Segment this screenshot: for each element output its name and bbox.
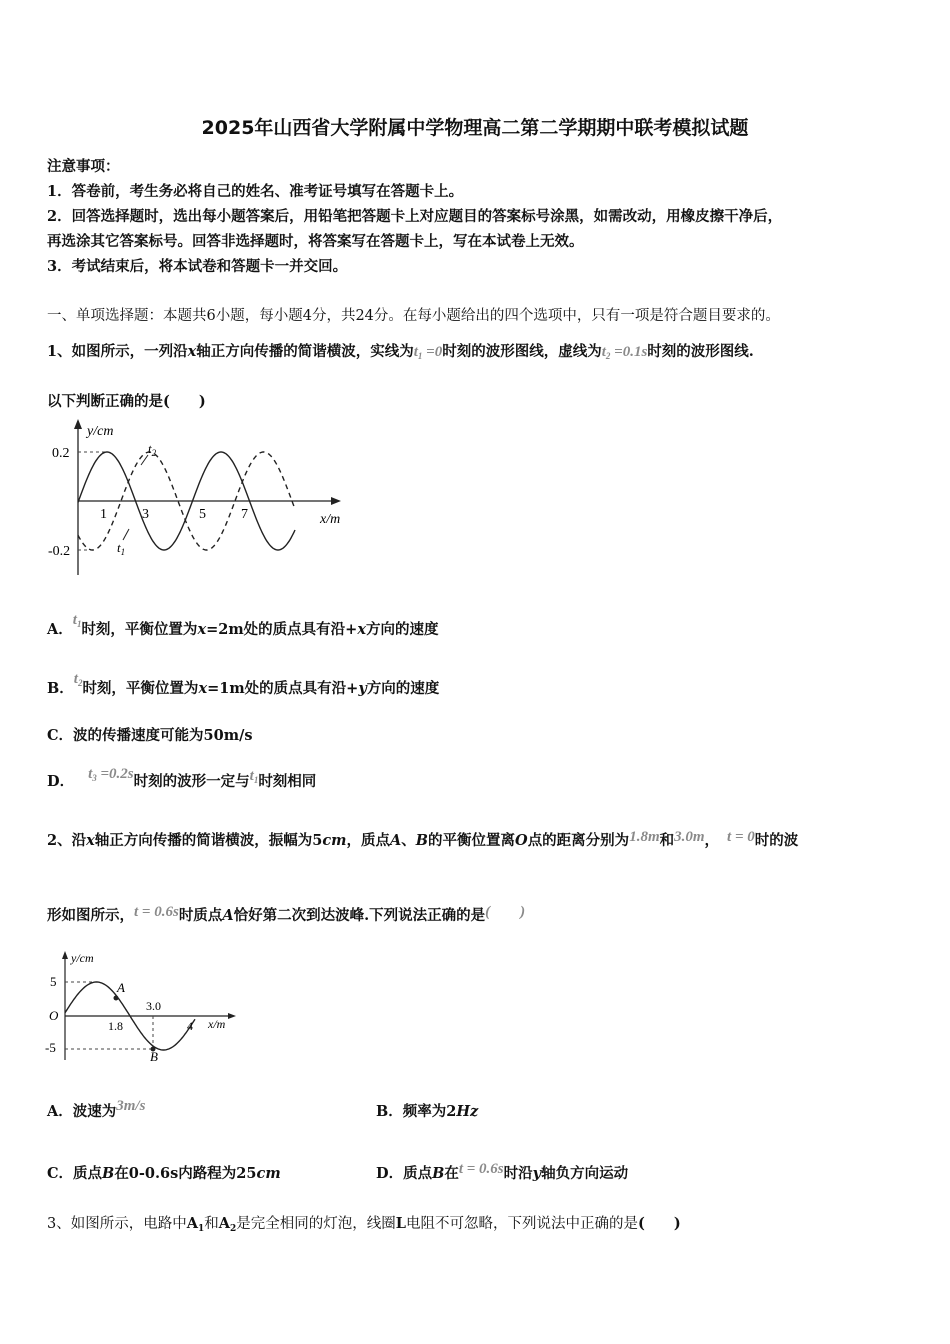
q1-math-t2: $t_2 =0.1s$ [601, 344, 648, 361]
q2-y-arrow [62, 951, 68, 959]
q2-optD-math: t = 0.6s [458, 1161, 504, 1177]
q1-option-c[interactable]: C．波的传播速度可能为50m/s [47, 727, 253, 744]
page-title: 2025年山西省大学附属中学物理高二第二学期期中联考模拟试题 [201, 117, 749, 139]
q1-optD-math2: $t_1$ [249, 768, 259, 785]
q1-label-t1: $t_1$ [117, 540, 126, 557]
q3-stem: 3、如图所示，电路中$A_1$和$A_2$是完全相同的灯泡，线圈L电阻不可忽略，下列说法中正确的是( ) [47, 1215, 681, 1234]
q1-xtick-3: 3 [142, 507, 149, 522]
q2-math-1.8m: 1.8m [629, 829, 660, 845]
notice-item-2b: 再选涂其它答案标号。回答非选择题时，将答案写在答题卡上，写在本试卷上无效。 [47, 233, 584, 250]
q1-optA-math: $t_1$ [72, 612, 82, 629]
q1-option-b[interactable]: B．$t_2$时刻，平衡位置为x=1m处的质点具有沿+y方向的速度 [47, 671, 440, 697]
notice-heading: 注意事项： [47, 158, 120, 175]
q2-label-b: B [150, 1049, 158, 1064]
q1-x-arrow [331, 497, 341, 505]
section-heading: 一、单项选择题：本题共6小题，每小题4分，共24分。在每小题给出的四个选项中，只有一项是符合题目要求的。 [47, 308, 780, 324]
q1-ylabel: y/cm [87, 424, 114, 439]
q2-option-c[interactable]: C．质点B在0-0.6s内路程为25cm [47, 1165, 281, 1182]
q2-xtick-4: 4 [187, 1019, 193, 1033]
q2-xlabel: x/m [208, 1017, 226, 1031]
q1-ytick-top: 0.2 [52, 446, 70, 461]
q2-ylabel: y/cm [71, 951, 94, 965]
notice-item-1: 1．答卷前，考生务必将自己的姓名、准考证号填写在答题卡上。 [47, 183, 464, 200]
q2-math-t06: t = 0.6s [134, 904, 179, 920]
q1-xlabel: x/m [320, 512, 341, 527]
q1-ytick-bot: -0.2 [48, 544, 71, 559]
q2-option-a[interactable]: A．波速为3m/s [47, 1098, 146, 1120]
q2-x-arrow [228, 1013, 236, 1019]
q1-stem-line2: 以下判断正确的是( ) [47, 393, 206, 410]
q2-option-d[interactable]: D．质点B在t = 0.6s时沿y轴负方向运动 [376, 1161, 629, 1182]
notice-item-3: 3．考试结束后，将本试卷和答题卡一并交回。 [47, 258, 348, 275]
q2-optA-math: 3m/s [116, 1098, 146, 1114]
q1-xtick-7: 7 [241, 507, 248, 522]
q1-label-t2: $t_2$ [148, 441, 157, 458]
q1-option-a[interactable]: A．$t_1$时刻，平衡位置为x=2m处的质点具有沿+x方向的速度 [47, 612, 439, 638]
q1-math-t1: $t_1 =0$ [413, 344, 443, 361]
q2-option-b[interactable]: B．频率为2Hz [376, 1103, 479, 1120]
q2-xtick-30: 3.0 [146, 999, 161, 1013]
q2-origin: O [49, 1008, 59, 1023]
q2-stem: 2、沿x轴正方向传播的简谐横波，振幅为5cm，质点A、B的平衡位置离O点的距离分别为1.8m和3.0m， t = 0时的波 [47, 829, 799, 849]
q2-xtick-18: 1.8 [108, 1019, 123, 1033]
q2-stem-line2: 形如图所示，t = 0.6s时质点A恰好第二次到达波峰.下列说法正确的是( ) [47, 904, 526, 924]
q1-option-d[interactable]: D． $t_3 =0.2s$时刻的波形一定与$t_1$时刻相同 [47, 766, 317, 790]
q2-ytick-neg5: -5 [45, 1040, 56, 1055]
q1-optB-math: $t_2$ [73, 671, 83, 688]
q1-xtick-1: 1 [100, 507, 107, 522]
q2-paren: ( ) [485, 904, 526, 920]
q2-ytick-5: 5 [50, 974, 57, 989]
q2-label-a: A [117, 980, 125, 995]
q2-math-3.0m: 3.0m [674, 829, 705, 845]
q1-xtick-5: 5 [199, 507, 206, 522]
q2-wave-figure [45, 948, 245, 1068]
q1-wave-figure [45, 415, 355, 580]
q1-optD-math: $t_3 =0.2s$ [88, 766, 134, 783]
notice-item-2a: 2．回答选择题时，选出每小题答案后，用铅笔把答题卡上对应题目的答案标号涂黑，如需改动，用橡皮擦干净后， [47, 208, 783, 225]
q1-stem: 1、如图所示，一列沿x轴正方向传播的简谐横波，实线为$t_1 =0$时刻的波形图线，虚线为$t_2 =0.1s$时刻的波形图线. [47, 343, 754, 361]
q1-y-arrow [74, 419, 82, 429]
q2-point-a [114, 996, 119, 1001]
q2-math-t0: t = 0 [727, 829, 755, 845]
q1-pointer-t1 [123, 529, 129, 540]
